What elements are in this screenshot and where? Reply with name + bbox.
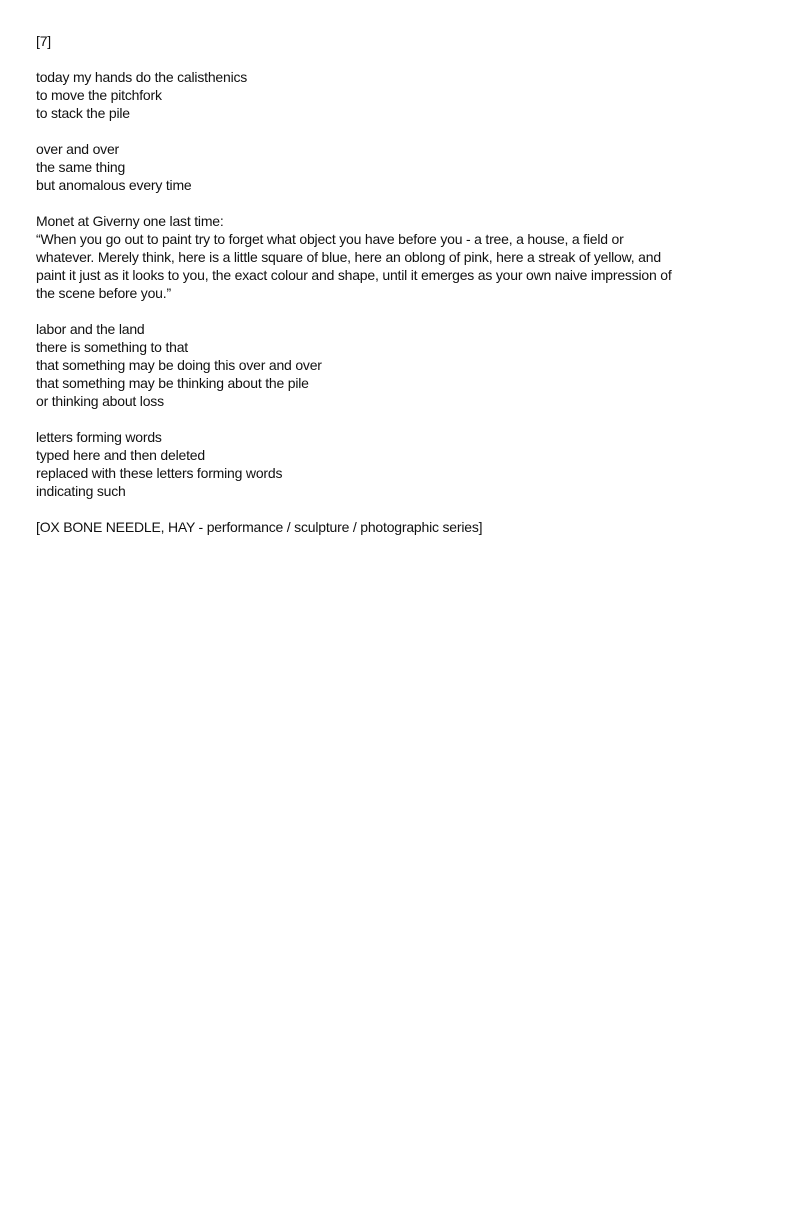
poem-line: letters forming words [36,429,162,445]
poem-line: over and over [36,141,120,157]
stanza-2 [36,140,716,194]
caption-block [36,518,716,536]
page-number: [7] [36,33,51,49]
quote-line: the scene before you.” [36,285,171,301]
poem-line: but anomalous every time [36,177,192,193]
document-page [36,32,716,554]
stanza-5 [36,428,716,500]
stanza-3-monet-quote [36,212,716,302]
poem-line: or thinking about loss [36,393,164,409]
poem-line: there is something to that [36,339,188,355]
quote-line: paint it just as it looks to you, the exact colour and shape, until it emerges as your own naive impression of [36,267,672,283]
poem-line: that something may be thinking about the pile [36,375,309,391]
work-caption: [OX BONE NEEDLE, HAY - performance / sculpture / photographic series] [36,519,483,535]
poem-line: replaced with these letters forming words [36,465,283,481]
quote-line: “When you go out to paint try to forget what object you have before you - a tree, a house, a field or [36,231,624,247]
page-number-block [36,32,716,50]
poem-line: indicating such [36,483,126,499]
poem-line: to stack the pile [36,105,130,121]
poem-line: today my hands do the calisthenics [36,69,248,85]
poem-line: to move the pitchfork [36,87,162,103]
poem-line: the same thing [36,159,126,175]
quote-line: whatever. Merely think, here is a little square of blue, here an oblong of pink, here a streak of yellow, and [36,249,661,265]
poem-line: that something may be doing this over and over [36,357,322,373]
stanza-1 [36,68,716,122]
quote-intro: Monet at Giverny one last time: [36,213,224,229]
poem-line: labor and the land [36,321,145,337]
stanza-4 [36,320,716,410]
poem-line: typed here and then deleted [36,447,205,463]
